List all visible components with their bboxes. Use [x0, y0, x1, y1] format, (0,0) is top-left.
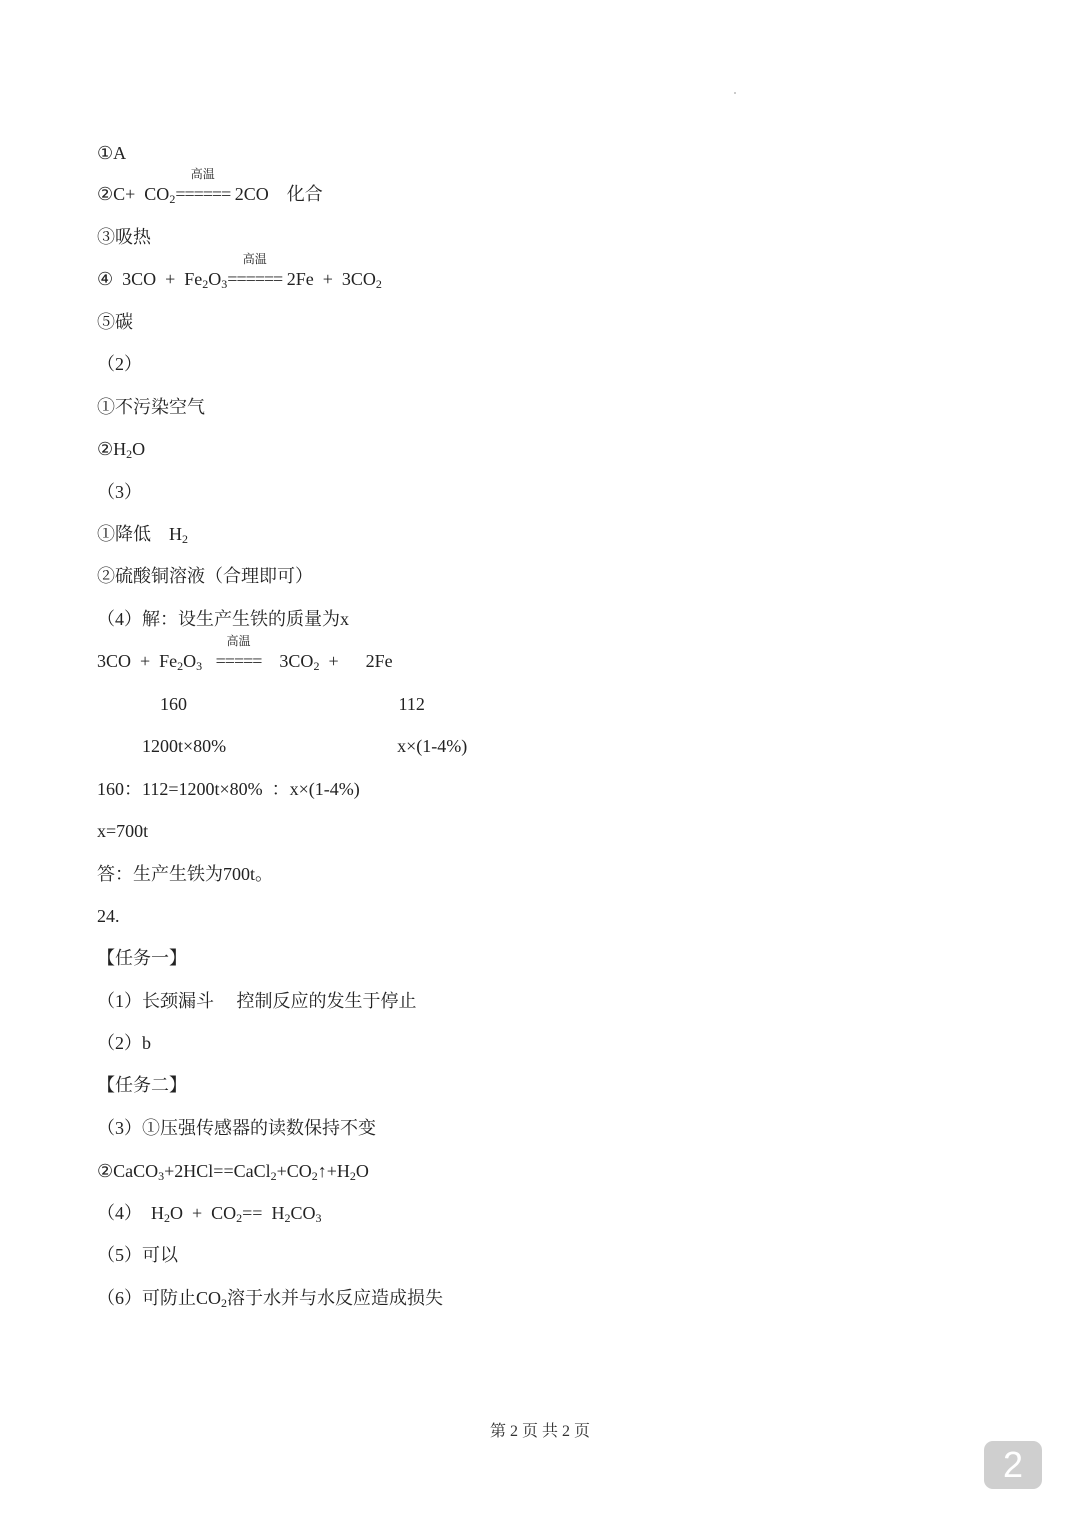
answer-line: ③吸热: [97, 227, 151, 247]
task-heading: 【任务二】: [97, 1075, 187, 1095]
equation-line: ②C+ $CO_2$ 高温 ====== 2CO 化合: [97, 167, 323, 206]
answer-line: （3）①压强传感器的读数保持不变: [97, 1118, 376, 1138]
answer-line: ①A: [97, 143, 127, 163]
answer-line: （4）解：设生产生铁的质量为x: [97, 609, 349, 629]
answer-line: （5）可以: [97, 1245, 178, 1265]
calculation-line: x=700t: [97, 821, 149, 841]
answer-line: ②硫酸铜溶液（合理即可）: [97, 566, 313, 586]
answer-line: ①降低 $H_2$: [97, 524, 188, 546]
reaction-condition: 高温 ======: [227, 252, 283, 289]
page-footer: 第 2 页 共 2 页: [489, 1423, 590, 1440]
question-number: 24.: [97, 906, 120, 926]
reaction-condition: 高温 =====: [215, 634, 262, 671]
calculation-line: 160 112: [97, 694, 425, 714]
answer-line: ①不污染空气: [97, 397, 205, 417]
reaction-condition: 高温 ======: [175, 167, 231, 204]
equation-line: $②CaCO_3+2HCl==CaCl_2+CO_2↑+H_2O$: [97, 1161, 369, 1183]
answer-line: 答：生产生铁为700t。: [97, 864, 274, 884]
equation-line: （4） $H_2O + CO_2== H_2CO_3$: [97, 1203, 322, 1225]
section-number: （3）: [97, 482, 142, 502]
calculation-line: 1200t×80% x×(1-4%): [97, 736, 468, 756]
answer-line: （1）长颈漏斗 控制反应的发生于停止: [97, 991, 417, 1011]
answer-line: $②H_2O$: [97, 439, 146, 461]
answer-line: （6）可防止$CO_2$溶于水并与水反应造成损失: [97, 1288, 444, 1310]
section-number: （2）: [97, 354, 142, 374]
calculation-line: 160：112=1200t×80% ：x×(1-4%): [97, 779, 360, 799]
task-heading: 【任务一】: [97, 948, 187, 968]
answer-line: ⑤碳: [97, 312, 133, 332]
speck: [734, 92, 736, 94]
equation-line: ④ $3CO + Fe_2O_3$ 高温 ====== $2Fe + 3CO_2$: [97, 252, 382, 291]
equation-line: $3CO + Fe_2O_3$ 高温 ===== $3CO_2$ + 2Fe: [97, 634, 393, 673]
page-number-badge: 2: [984, 1441, 1042, 1489]
answer-line: （2）b: [97, 1033, 151, 1053]
